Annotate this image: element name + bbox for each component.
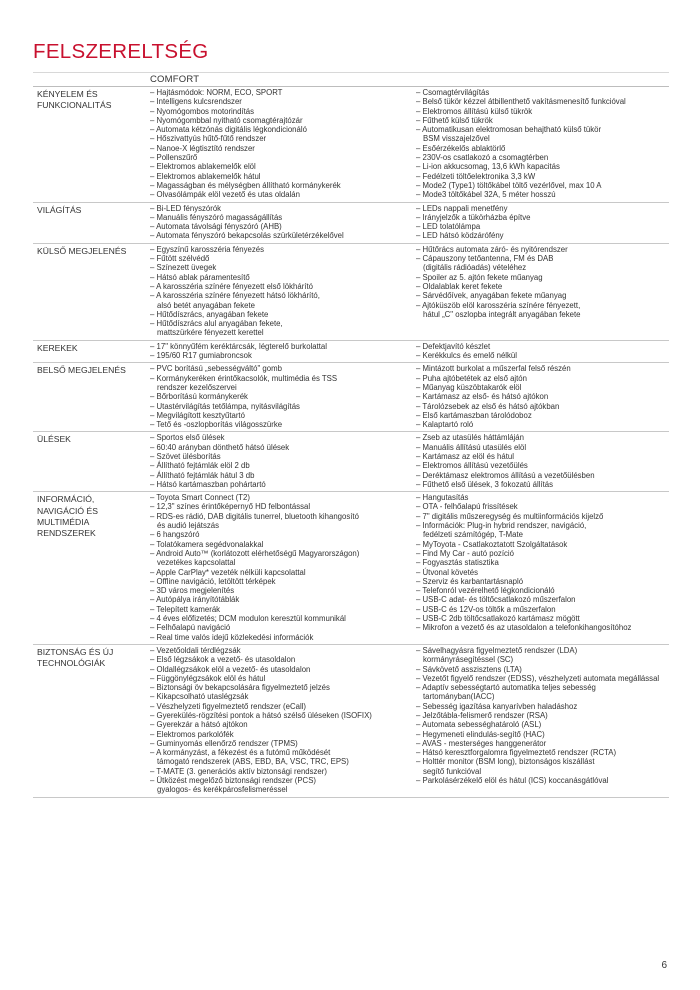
feature-item: – Deréktámasz elektromos állítású a vezetőülésben bbox=[416, 471, 669, 480]
feature-item: – Manuális állítású utasülés elöl bbox=[416, 443, 669, 452]
equipment-section bbox=[33, 645, 669, 798]
feature-item: – Nyomógombbal nyitható csomagtérajtózár bbox=[150, 116, 416, 125]
feature-item: – Hegymeneti elindulás-segítő (HAC) bbox=[416, 730, 669, 739]
feature-item: – Mode2 (Type1) töltőkábel töltő vezérlővel, max 10 A bbox=[416, 181, 669, 190]
feature-item: – Hangutasítás bbox=[416, 493, 669, 502]
feature-item: – Vezetőt figyelő rendszer (EDSS), vészhelyzeti automata megállással bbox=[416, 674, 669, 683]
feature-item: – Információk: Plug-in hybrid rendszer, navigáció, fedélzeti számítógép, T-Mate bbox=[416, 521, 669, 540]
feature-list-right bbox=[416, 493, 669, 642]
feature-item: – Zseb az utasülés háttámláján bbox=[416, 433, 669, 442]
feature-item: – Sávkövető asszisztens (LTA) bbox=[416, 665, 669, 674]
feature-item: – LED tolatólámpa bbox=[416, 222, 669, 231]
page-number: 6 bbox=[661, 960, 667, 971]
feature-item: – Első légzsákok a vezető- és utasoldalon bbox=[150, 655, 416, 664]
feature-item: – Ütközést megelőző biztonsági rendszer (PCS) gyalogos- és kerékpárosfelismeréssel bbox=[150, 776, 416, 795]
equipment-section bbox=[33, 363, 669, 432]
section-label bbox=[37, 647, 145, 670]
equipment-section bbox=[33, 432, 669, 492]
feature-item: – Fedélzeti töltőelektronika 3,3 kW bbox=[416, 172, 669, 181]
feature-item: – 60:40 arányban dönthető hátsó ülések bbox=[150, 443, 416, 452]
feature-item: – Kormánykeréken érintőkacsolók, multimédia és TSS rendszer kezelőszervei bbox=[150, 374, 416, 393]
equipment-section bbox=[33, 203, 669, 244]
section-label-text: BIZTONSÁG ÉS ÚJ TECHNOLÓGIÁK bbox=[37, 646, 114, 669]
feature-item: – Gyerekzár a hátsó ajtókon bbox=[150, 720, 416, 729]
feature-item: – Automata sebességhatároló (ASL) bbox=[416, 720, 669, 729]
feature-item: – Hűtődíszrács, anyagában fekete bbox=[150, 310, 416, 319]
feature-item: – Szerviz és karbantartásnapló bbox=[416, 577, 669, 586]
feature-item: – Ajtóküszöb elöl karosszéria színére fényezett, hátul „C" oszlopba integrált anyagában fekete bbox=[416, 301, 669, 320]
feature-columns bbox=[150, 342, 669, 361]
feature-list-left bbox=[150, 646, 416, 795]
feature-item: – Puha ajtóbetétek az első ajtón bbox=[416, 374, 669, 383]
feature-list-right bbox=[416, 433, 669, 489]
feature-list-right bbox=[416, 245, 669, 338]
feature-item: – Automata kétzónás digitális légkondicionáló bbox=[150, 125, 416, 134]
feature-item: – PVC borítású „sebességváltó" gomb bbox=[150, 364, 416, 373]
feature-item: – A karosszéria színére fényezett első lökhárító bbox=[150, 282, 416, 291]
feature-item: – Elektromos állítású vezetőülés bbox=[416, 461, 669, 470]
feature-item: – Mikrofon a vezető és az utasoldalon a telefonkihangosítóhoz bbox=[416, 623, 669, 632]
feature-item: – Spoiler az 5. ajtón fekete műanyag bbox=[416, 273, 669, 282]
feature-list-right bbox=[416, 88, 669, 200]
feature-item: – Parkolásérzékelő elöl és hátul (ICS) koccanásgátlóval bbox=[416, 776, 669, 785]
feature-item: – Vészhelyzeti figyelmeztető rendszer (eCall) bbox=[150, 702, 416, 711]
feature-item: – Egyszínű karosszéria fényezés bbox=[150, 245, 416, 254]
feature-columns bbox=[150, 433, 669, 489]
feature-item: – 12,3" színes érintőképernyő HD felbontással bbox=[150, 502, 416, 511]
feature-item: – Olvasólámpák elöl vezető és utas oldalán bbox=[150, 190, 416, 199]
feature-item: – Sebesség igazítása kanyarívben haladáshoz bbox=[416, 702, 669, 711]
section-label bbox=[37, 89, 145, 112]
feature-item: – Tárolózsebek az első és hátsó ajtókban bbox=[416, 402, 669, 411]
feature-item: – AVAS - mesterséges hanggenerátor bbox=[416, 739, 669, 748]
feature-item: – Állítható fejtámlák elöl 2 db bbox=[150, 461, 416, 470]
feature-item: – Toyota Smart Connect (T2) bbox=[150, 493, 416, 502]
feature-item: – Gyerekülés-rögzítési pontok a hátsó szélső üléseken (ISOFIX) bbox=[150, 711, 416, 720]
section-label-text: INFORMÁCIÓ, NAVIGÁCIÓ ÉS MULTIMÉDIA RENDSZEREK bbox=[37, 494, 98, 539]
feature-item: – A kormányzást, a fékezést és a futómű működését támogató rendszerek (ABS, EBD, BA, VSC, TRC, EPS) bbox=[150, 748, 416, 767]
feature-columns bbox=[150, 493, 669, 642]
feature-item: – Cápauszony tetőantenna, FM és DAB (digitális rádióadás) vételéhez bbox=[416, 254, 669, 273]
section-label-text: ÜLÉSEK bbox=[37, 434, 71, 445]
equipment-table bbox=[33, 87, 669, 798]
feature-item: – Apple CarPlay* vezeték nélküli kapcsolattal bbox=[150, 568, 416, 577]
section-label-text: KEREKEK bbox=[37, 342, 78, 353]
feature-list-left bbox=[150, 204, 416, 241]
equipment-section bbox=[33, 87, 669, 203]
section-label-text: BELSŐ MEGJELENÉS bbox=[37, 365, 126, 376]
feature-list-left bbox=[150, 493, 416, 642]
section-label bbox=[37, 434, 145, 445]
feature-item: – Kartámasz az első- és hátsó ajtókon bbox=[416, 392, 669, 401]
feature-item: – RDS-es rádió, DAB digitális tunerrel, bluetooth kihangosító és audió lejátszás bbox=[150, 512, 416, 531]
feature-item: – Nyomógombos motorindítás bbox=[150, 107, 416, 116]
feature-item: – Állítható fejtámlák hátul 3 db bbox=[150, 471, 416, 480]
feature-item: – Mintázott burkolat a műszerfal felső részén bbox=[416, 364, 669, 373]
feature-list-right bbox=[416, 646, 669, 795]
feature-item: – Színezett üvegek bbox=[150, 263, 416, 272]
feature-item: – Szövet ülésborítás bbox=[150, 452, 416, 461]
feature-item: – Manuális fényszóró magasságállítás bbox=[150, 213, 416, 222]
feature-item: – Defektjavító készlet bbox=[416, 342, 669, 351]
feature-item: – A karosszéria színére fényezett hátsó lökhárító, alsó betét anyagában fekete bbox=[150, 291, 416, 310]
feature-item: – 230V-os csatlakozó a csomagtérben bbox=[416, 153, 669, 162]
section-label-text: KÉNYELEM ÉS FUNKCIONALITÁS bbox=[37, 89, 112, 111]
feature-item: – Hőszivattyús hűtő-fűtő rendszer bbox=[150, 134, 416, 143]
feature-item: – 6 hangszóró bbox=[150, 530, 416, 539]
feature-item: – Automatikusan elektromosan behajtható külső tükör BSM visszajelzővel bbox=[416, 125, 669, 144]
feature-item: – Irányjelzők a tükörházba építve bbox=[416, 213, 669, 222]
feature-list-left bbox=[150, 364, 416, 429]
feature-item: – 17" könnyűfém keréktárcsák, légterelő burkolattal bbox=[150, 342, 416, 351]
title-divider bbox=[33, 72, 669, 73]
feature-item: – Tető és -oszlopborítás világosszürke bbox=[150, 420, 416, 429]
section-label-text: KÜLSŐ MEGJELENÉS bbox=[37, 245, 127, 256]
section-label bbox=[37, 494, 145, 540]
feature-item: – Hátsó ablak páramentesítő bbox=[150, 273, 416, 282]
feature-item: – Automata távolsági fényszóró (AHB) bbox=[150, 222, 416, 231]
page-title: FELSZERELTSÉG bbox=[33, 40, 209, 63]
feature-item: – Megvilágított kesztyűtartó bbox=[150, 411, 416, 420]
section-label-text: VILÁGÍTÁS bbox=[37, 204, 82, 215]
feature-item: – Adaptív sebességtartó automatika teljes sebesség tartományban(IACC) bbox=[416, 683, 669, 702]
feature-item: – Mode3 töltőkábel 32A, 5 méter hosszú bbox=[416, 190, 669, 199]
equipment-section bbox=[33, 244, 669, 341]
section-label bbox=[37, 343, 145, 354]
feature-item: – 3D város megjelenítés bbox=[150, 586, 416, 595]
feature-list-left bbox=[150, 342, 416, 361]
feature-item: – Bőrborítású kormánykerék bbox=[150, 392, 416, 401]
feature-item: – Csomagtérvilágítás bbox=[416, 88, 669, 97]
feature-item: – Li-ion akkucsomag, 13,6 kWh kapacitás bbox=[416, 162, 669, 171]
feature-item: – Tolatókamera segédvonalakkal bbox=[150, 540, 416, 549]
feature-item: – Útvonal követés bbox=[416, 568, 669, 577]
feature-item: – Sportos első ülések bbox=[150, 433, 416, 442]
feature-list-left bbox=[150, 433, 416, 489]
feature-item: – Holttér monitor (BSM long), biztonságos kiszállást segítő funkcióval bbox=[416, 757, 669, 776]
equipment-section bbox=[33, 341, 669, 364]
feature-item: – Sárvédőívek, anyagában fekete műanyag bbox=[416, 291, 669, 300]
feature-item: – Kalaptartó roló bbox=[416, 420, 669, 429]
feature-item: – LEDs nappali menetfény bbox=[416, 204, 669, 213]
feature-item: – LED hátsó ködzárófény bbox=[416, 231, 669, 240]
feature-item: – Elektromos parkolófék bbox=[150, 730, 416, 739]
feature-item: – Elektromos állítású külső tükrök bbox=[416, 107, 669, 116]
feature-item: – Pollenszűrő bbox=[150, 153, 416, 162]
feature-item: – Fogyasztás statisztika bbox=[416, 558, 669, 567]
feature-item: – Autópálya irányítótáblák bbox=[150, 595, 416, 604]
feature-item: – Oldalablak keret fekete bbox=[416, 282, 669, 291]
feature-item: – Nanoe-X légtisztító rendszer bbox=[150, 144, 416, 153]
feature-columns bbox=[150, 245, 669, 338]
feature-item: – Offline navigáció, letöltött térképek bbox=[150, 577, 416, 586]
feature-item: – Guminyomás ellenőrző rendszer (TPMS) bbox=[150, 739, 416, 748]
feature-item: – Hátsó keresztforgalomra figyelmeztető rendszer (RCTA) bbox=[416, 748, 669, 757]
feature-list-right bbox=[416, 342, 669, 361]
feature-item: – Első kartámaszban tárolódoboz bbox=[416, 411, 669, 420]
feature-list-right bbox=[416, 364, 669, 429]
feature-item: – Fűtött szélvédő bbox=[150, 254, 416, 263]
feature-item: – Hűtőrács automata záró- és nyitórendszer bbox=[416, 245, 669, 254]
feature-item: – Hátsó kartámaszban pohártartó bbox=[150, 480, 416, 489]
feature-item: – Függönylégzsákok elöl és hátul bbox=[150, 674, 416, 683]
feature-item: – Sávelhagyásra figyelmeztető rendszer (LDA) kormányrásegítéssel (SC) bbox=[416, 646, 669, 665]
feature-item: – Műanyag küszöbtakarók elöl bbox=[416, 383, 669, 392]
feature-item: – USB-C és 12V-os töltők a műszerfalon bbox=[416, 605, 669, 614]
feature-columns bbox=[150, 364, 669, 429]
feature-item: – Elektromos ablakemelők elöl bbox=[150, 162, 416, 171]
equipment-section bbox=[33, 492, 669, 645]
feature-item: – Automata fényszóró bekapcsolás szürkületérzékelővel bbox=[150, 231, 416, 240]
feature-item: – 4 éves előfizetés; DCM modulon keresztül kommunikál bbox=[150, 614, 416, 623]
feature-item: – Find My Car - autó pozíció bbox=[416, 549, 669, 558]
feature-item: – Telepített kamerák bbox=[150, 605, 416, 614]
feature-columns bbox=[150, 204, 669, 241]
feature-item: – OTA - felhőalapú frissítések bbox=[416, 502, 669, 511]
feature-item: – Utastérvilágítás tetőlámpa, nyitásvilágítás bbox=[150, 402, 416, 411]
feature-item: – Felhőalapú navigáció bbox=[150, 623, 416, 632]
feature-item: – Kartámasz az elöl és hátul bbox=[416, 452, 669, 461]
section-label bbox=[37, 365, 145, 376]
feature-item: – Kikapcsolható utaslégzsák bbox=[150, 692, 416, 701]
feature-item: – Telefonról vezérelhető légkondicionáló bbox=[416, 586, 669, 595]
feature-columns bbox=[150, 646, 669, 795]
feature-item: – Jelzőtábla-felismerő rendszer (RSA) bbox=[416, 711, 669, 720]
feature-item: – Esőérzékelős ablaktörlő bbox=[416, 144, 669, 153]
feature-list-right bbox=[416, 204, 669, 241]
feature-item: – 7" digitális műszeregység és multiinformációs kijelző bbox=[416, 512, 669, 521]
feature-item: – USB-C adat- és töltőcsatlakozó műszerfalon bbox=[416, 595, 669, 604]
feature-item: – Kerékkulcs és emelő nélkül bbox=[416, 351, 669, 360]
feature-item: – Belső tükör kézzel átbillenthető vakításmenesítő funkcióval bbox=[416, 97, 669, 106]
feature-item: – Elektromos ablakemelők hátul bbox=[150, 172, 416, 181]
section-label bbox=[37, 205, 145, 216]
feature-item: – Fűthető külső tükrök bbox=[416, 116, 669, 125]
feature-item: – Magasságban és mélységben állítható kormánykerék bbox=[150, 181, 416, 190]
section-label bbox=[37, 246, 145, 257]
feature-item: – Real time valós idejű közlekedési információk bbox=[150, 633, 416, 642]
feature-item: – 195/60 R17 gumiabroncsok bbox=[150, 351, 416, 360]
feature-item: – Vezetőoldali térdlégzsák bbox=[150, 646, 416, 655]
feature-item: – T-MATE (3. generációs aktív biztonsági rendszer) bbox=[150, 767, 416, 776]
feature-item: – Hűtődíszrács alul anyagában fekete, mattszürkére fényezett kerettel bbox=[150, 319, 416, 338]
feature-item: – Android Auto™ (korlátozott elérhetőségű Magyarországon) vezetékes kapcsolattal bbox=[150, 549, 416, 568]
feature-item: – MyToyota - Csatlakoztatott Szolgáltatások bbox=[416, 540, 669, 549]
feature-item: – Intelligens kulcsrendszer bbox=[150, 97, 416, 106]
feature-item: – Oldallégzsákok elöl a vezető- és utasoldalon bbox=[150, 665, 416, 674]
feature-list-left bbox=[150, 88, 416, 200]
feature-list-left bbox=[150, 245, 416, 338]
feature-item: – USB-C 2db töltőcsatlakozó kartámasz mögött bbox=[416, 614, 669, 623]
trim-column-header: COMFORT bbox=[150, 74, 200, 85]
feature-item: – Biztonsági öv bekapcsolására figyelmeztető jelzés bbox=[150, 683, 416, 692]
feature-item: – Hajtásmódok: NORM, ECO, SPORT bbox=[150, 88, 416, 97]
feature-columns bbox=[150, 88, 669, 200]
feature-item: – Bi-LED fényszórók bbox=[150, 204, 416, 213]
feature-item: – Fűthető első ülések, 3 fokozatú állítás bbox=[416, 480, 669, 489]
